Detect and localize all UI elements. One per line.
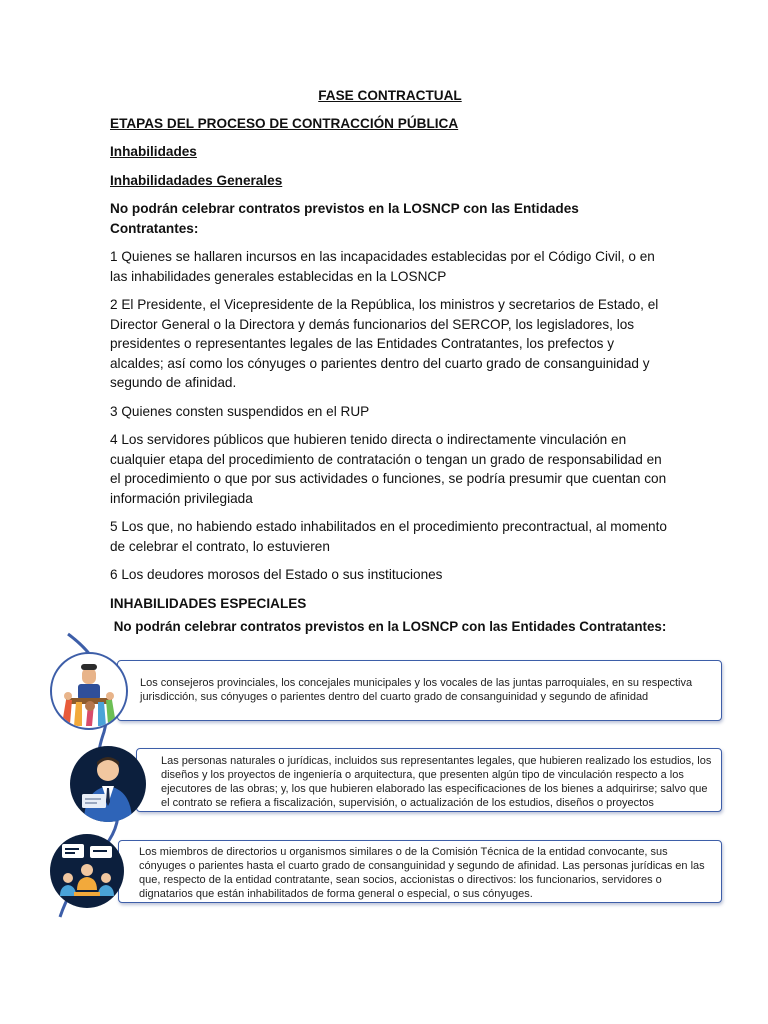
list-item: 4 Los servidores públicos que hubieren tenido directa o indirectamente vinculación en cualquier etapa del procedimiento de contratación o tengan un grado de responsabilidad en el procedimiento o que por sus actividades o funciones, se podría presumir que cuentan con información privilegiada — [110, 432, 667, 506]
meeting-team-icon — [50, 834, 124, 908]
list-item: 6 Los deudores morosos del Estado o sus instituciones — [110, 567, 443, 582]
info-box-text: Los consejeros provinciales, los concejales municipales y los vocales de las juntas parroquiales, en su respectiva jurisdicción, sus cónyuges o parientes dentro del cuarto grado de consanguinidad y segundo de afinidad — [140, 677, 693, 703]
subheading-generales: Inhabilidadades Generales — [110, 172, 283, 188]
special-heading: INHABILIDADES ESPECIALES — [110, 595, 307, 611]
info-box-text: Las personas naturales o jurídicas, incluidos sus representantes legales, que hubieren realizado los estudios, los diseños y los proyectos de ingeniería o arquitectura, que presenten algún tipo de vinculación respecto a los ejecutores de las obras; y, los que hubieren elaborado las especificaciones de los bienes a adquirirse; salvo que el contrato se refiera a fiscalización, supervisión, o actualización de los estudios, diseños o proyectos — [161, 755, 712, 809]
businessman-icon — [70, 746, 146, 822]
list-item: 3 Quienes consten suspendidos en el RUP — [110, 403, 370, 419]
infographic-title: No podrán celebrar contratos previstos en la LOSNCP con las Entidades Contratantes: — [113, 619, 667, 634]
subheading-inhabilidades: Inhabilidades — [110, 144, 197, 159]
list-item: 2 El Presidente, el Vicepresidente de la República, los ministros y secretarios de Estado, el Director General o la Directora y demás funcionarios del SERCOP, los legisladores, los presidentes o representantes legales de las Entidades Contratantes, los prefectos y alcaldes; así como los cónyuges o parientes dentro del cuarto grado de consanguinidad y segundo de afinidad. — [110, 297, 659, 390]
text-column — [110, 86, 670, 622]
intro-statement: No podrán celebrar contratos previstos en la LOSNCP con las Entidades Contratantes: — [110, 201, 579, 236]
infographic — [40, 612, 740, 922]
info-box-text: Los miembros de directorios u organismos similares o de la Comisión Técnica de la entidad convocante, sus cónyuges o parientes hasta el cuarto grado de consanguinidad y segundo de afinidad. Las personas jurídicas en las que, respecto de la entidad contratante, sean socios, accionistas o directivos: los funcionarios, servidores o dignatarios que están inhabilitados de forma general o especial, o sus cónyuges. — [139, 846, 705, 900]
info-box-3 — [118, 840, 722, 903]
list-item: 1 Quienes se hallaren incursos en las incapacidades establecidas por el Código Civil, o en las inhabilidades generales establecidas en la LOSNCP — [110, 249, 655, 284]
section-heading: ETAPAS DEL PROCESO DE CONTRACCIÓN PÚBLICA — [110, 115, 459, 131]
info-box-2 — [136, 748, 722, 812]
list-item: 5 Los que, no habiendo estado inhabilitados en el procedimiento precontractual, al momento de celebrar el contrato, lo estuvieren — [110, 519, 667, 554]
document-title: FASE CONTRACTUAL — [318, 88, 462, 103]
voting-crowd-icon — [50, 652, 128, 730]
info-box-1 — [117, 660, 722, 721]
